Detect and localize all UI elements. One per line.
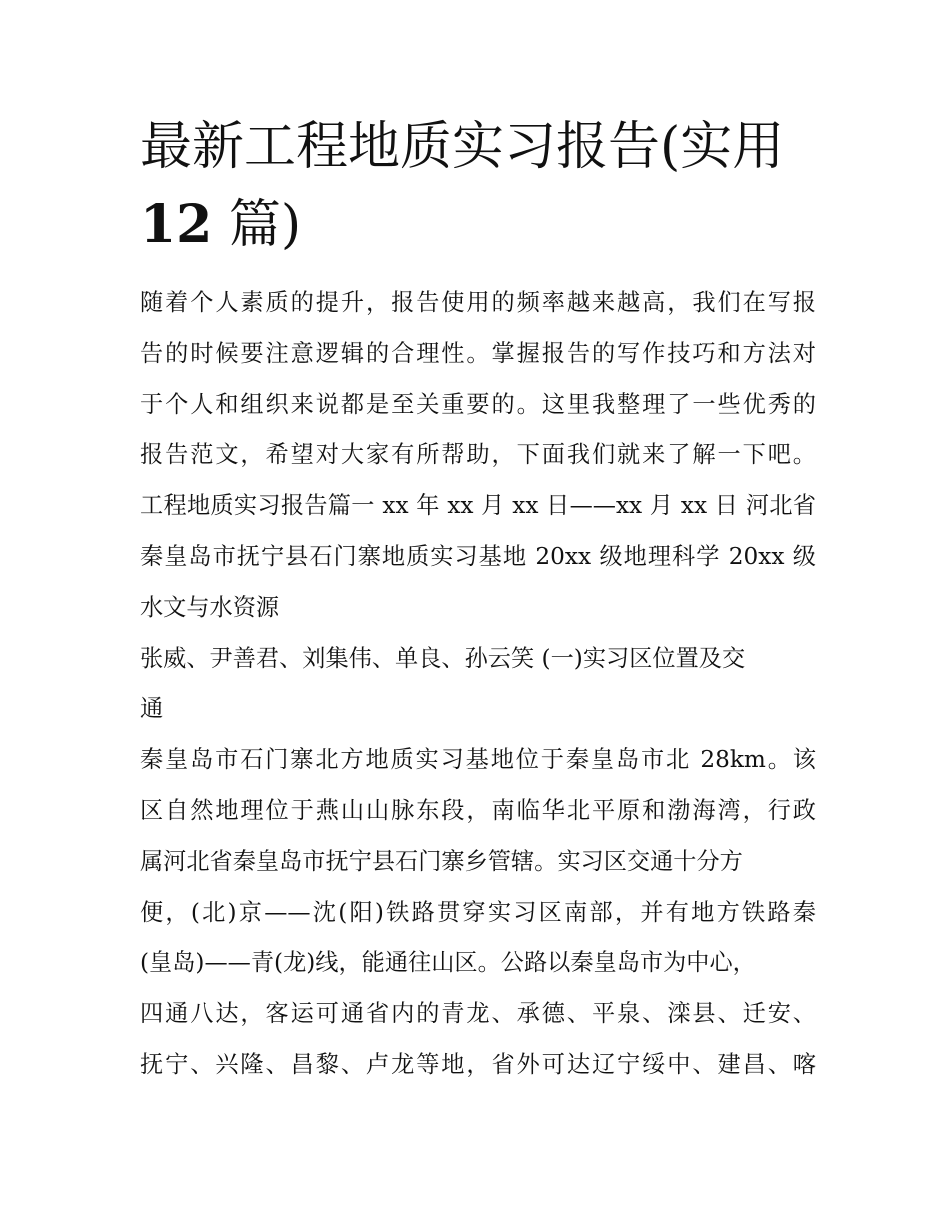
body-line: 秦皇岛市抚宁县石门寨地质实习基地 20xx 级地理科学 20xx 级 xyxy=(140,542,816,570)
body-line: 张威、尹善君、刘集伟、单良、孙云笑 (一)实习区位置及交 xyxy=(140,644,746,672)
body-line: 告的时候要注意逻辑的合理性。掌握报告的写作技巧和方法对 xyxy=(140,339,816,367)
title-number: 12 xyxy=(140,194,213,255)
document-title xyxy=(140,108,840,264)
document-body xyxy=(140,278,816,1091)
body-line: 工程地质实习报告篇一 xx 年 xx 月 xx 日——xx 月 xx 日 河北省 xyxy=(140,492,816,520)
body-line: 属河北省秦皇岛市抚宁县石门寨乡管辖。实习区交通十分方 xyxy=(140,847,743,875)
body-line: 四通八达，客运可通省内的青龙、承德、平泉、滦县、迁安、 xyxy=(140,1000,816,1028)
body-line: (皇岛)——青(龙)线，能通往山区。公路以秦皇岛市为中心， xyxy=(140,949,756,977)
body-line: 抚宁、兴隆、昌黎、卢龙等地，省外可达辽宁绥中、建昌、喀 xyxy=(140,1050,816,1078)
title-line-2: 篇) xyxy=(228,195,302,255)
body-line: 秦皇岛市石门寨北方地质实习基地位于秦皇岛市北 28km。该 xyxy=(140,746,816,774)
title-line-1: 最新工程地质实习报告(实用 xyxy=(140,117,785,177)
body-line: 报告范文，希望对大家有所帮助，下面我们就来了解一下吧。 xyxy=(140,441,816,469)
body-line: 水文与水资源 xyxy=(140,593,280,621)
body-line: 随着个人素质的提升，报告使用的频率越来越高，我们在写报 xyxy=(140,289,816,316)
body-line: 区自然地理位于燕山山脉东段，南临华北平原和渤海湾，行政 xyxy=(140,796,816,824)
body-line: 便，(北)京——沈(阳)铁路贯穿实习区南部，并有地方铁路秦 xyxy=(140,898,816,926)
body-line: 通 xyxy=(140,695,164,723)
body-line: 于个人和组织来说都是至关重要的。这里我整理了一些优秀的 xyxy=(140,390,816,418)
